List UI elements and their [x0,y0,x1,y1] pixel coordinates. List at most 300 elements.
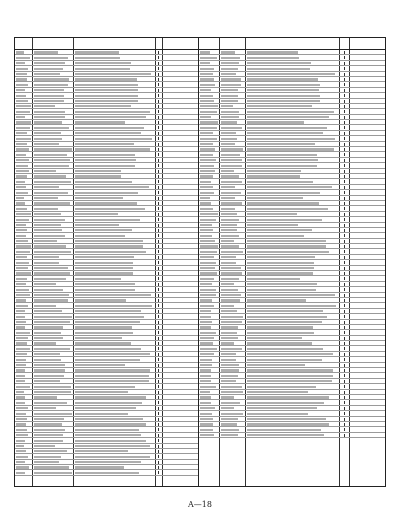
print-texture [247,283,317,285]
print-texture [16,316,25,318]
column-tick [158,143,159,146]
print-texture [16,159,29,161]
print-texture [34,413,72,415]
print-texture [200,342,213,344]
column-tick [158,148,159,151]
column-tick [344,245,345,248]
print-texture [247,402,324,404]
print-texture [221,321,242,323]
column-tick [344,240,345,243]
print-texture [16,294,30,296]
print-texture [247,386,316,388]
print-texture [247,213,297,215]
print-texture [247,235,304,237]
print-texture [75,100,138,102]
print-texture [247,413,308,415]
print-texture [75,391,128,393]
print-texture [34,450,67,452]
column-tick [344,175,345,178]
print-texture [34,283,56,285]
print-texture [221,165,242,167]
column-tick [158,78,159,81]
print-texture [221,289,238,291]
print-texture [200,429,213,431]
print-texture [200,197,210,199]
print-texture [75,245,143,247]
print-texture [200,251,217,253]
print-texture [221,407,234,409]
print-texture [75,380,149,382]
column-tick [344,283,345,286]
print-texture [16,326,25,328]
print-texture [34,423,62,425]
print-texture [221,429,239,431]
print-texture [221,181,242,183]
print-texture [16,235,26,237]
print-texture [16,78,27,80]
print-texture [16,278,27,280]
print-texture [34,310,62,312]
parts-table-right [198,37,386,487]
print-texture [34,95,64,97]
column-tick [158,364,159,367]
print-texture [200,89,211,91]
print-texture [221,127,242,129]
column-tick [344,83,345,86]
print-texture [221,95,238,97]
print-texture [75,181,132,183]
column-tick [158,412,159,415]
column-tick [344,234,345,237]
print-texture [16,472,25,474]
print-texture [247,84,320,86]
print-texture [200,369,211,371]
column-tick [158,159,159,162]
print-texture [221,111,239,113]
print-texture [247,116,329,118]
print-texture [75,143,134,145]
print-texture [200,283,212,285]
print-texture [247,353,333,355]
print-texture [34,272,70,274]
column-tick [158,369,159,372]
column-tick [158,218,159,221]
print-texture [75,429,139,431]
print-texture [16,175,27,177]
print-texture [34,219,65,221]
column-tick [158,471,159,474]
print-texture [16,111,30,113]
print-texture [247,181,313,183]
print-texture [221,272,242,274]
print-texture [16,132,27,134]
print-texture [221,57,240,59]
print-texture [75,353,150,355]
print-texture [16,396,25,398]
column-tick [158,105,159,108]
print-texture [200,100,214,102]
column-tick [344,137,345,140]
print-texture [247,148,334,150]
print-texture [16,450,26,452]
print-texture [200,294,216,296]
print-texture [75,445,150,447]
print-texture [75,369,150,371]
print-texture [200,353,214,355]
print-texture [16,305,28,307]
print-texture [221,391,243,393]
print-texture [34,89,64,91]
column-tick [344,261,345,264]
print-texture [221,310,237,312]
print-texture [75,289,135,291]
column-tick [158,116,159,119]
print-texture [75,111,150,113]
column-tick [158,164,159,167]
print-texture [247,434,324,436]
print-texture [247,175,300,177]
column-tick [158,461,159,464]
print-texture [221,224,237,226]
column-tick [344,51,345,54]
print-texture [34,289,63,291]
print-texture [34,445,55,447]
print-texture [247,57,299,59]
print-texture [200,235,212,237]
print-texture [247,51,298,53]
column-tick [158,121,159,124]
print-texture [221,316,243,318]
column-tick [344,191,345,194]
column-tick [344,423,345,426]
column-tick [158,137,159,140]
print-texture [16,68,28,70]
column-tick [158,445,159,448]
column-tick [344,159,345,162]
print-texture [75,213,118,215]
print-texture [34,127,69,129]
print-texture [75,235,125,237]
print-texture [16,127,30,129]
print-texture [34,121,62,123]
print-texture [16,57,30,59]
print-texture [200,332,216,334]
print-texture [34,202,70,204]
print-texture [200,116,211,118]
column-tick [344,153,345,156]
table-row [199,433,385,438]
table-header [15,38,199,50]
print-texture [221,148,243,150]
print-texture [247,391,308,393]
print-texture [34,466,69,468]
column-tick [158,283,159,286]
print-texture [221,353,236,355]
print-texture [247,208,328,210]
print-texture [34,380,60,382]
print-texture [16,84,28,86]
column-tick [344,132,345,135]
print-texture [34,418,64,420]
column-tick [344,197,345,200]
print-texture [221,78,241,80]
print-texture [247,289,316,291]
column-tick [158,423,159,426]
column-tick [344,105,345,108]
column-tick [344,89,345,92]
column-tick [158,396,159,399]
column-tick [158,385,159,388]
print-texture [34,256,59,258]
print-texture [247,262,314,264]
column-tick [344,143,345,146]
print-texture [221,342,234,344]
print-texture [221,305,234,307]
print-texture [16,332,30,334]
print-texture [247,62,311,64]
print-texture [221,68,238,70]
column-tick [344,331,345,334]
print-texture [16,148,29,150]
print-texture [200,267,215,269]
print-texture [16,116,25,118]
print-texture [247,170,301,172]
print-texture [221,380,236,382]
column-tick [344,385,345,388]
print-texture [16,100,28,102]
print-texture [200,148,215,150]
print-texture [75,84,138,86]
print-texture [221,202,242,204]
print-texture [200,402,211,404]
print-texture [221,299,240,301]
print-texture [16,154,26,156]
print-texture [75,138,152,140]
parts-table-left [14,37,199,487]
print-texture [247,396,329,398]
print-texture [221,192,241,194]
column-tick [344,342,345,345]
print-texture [247,111,334,113]
print-texture [221,251,243,253]
print-texture [221,256,236,258]
print-texture [247,127,327,129]
print-texture [221,423,237,425]
print-texture [200,305,214,307]
print-texture [75,78,137,80]
print-texture [34,100,64,102]
print-texture [221,369,239,371]
print-texture [16,413,26,415]
print-texture [34,229,62,231]
print-texture [34,429,65,431]
print-texture [200,213,218,215]
print-texture [34,396,57,398]
print-texture [34,353,60,355]
column-tick [158,374,159,377]
column-tick [158,224,159,227]
print-texture [34,316,72,318]
column-tick [344,369,345,372]
column-tick [158,56,159,59]
print-texture [34,294,69,296]
print-texture [75,472,139,474]
print-texture [247,219,322,221]
print-texture [200,229,213,231]
print-texture [16,375,25,377]
print-texture [200,278,214,280]
print-texture [200,262,216,264]
print-texture [16,386,30,388]
column-tick [344,326,345,329]
print-texture [247,159,318,161]
print-texture [247,68,310,70]
column-tick [344,218,345,221]
print-texture [221,434,238,436]
print-texture [75,440,146,442]
print-texture [16,208,27,210]
print-texture [34,143,59,145]
print-texture [221,170,234,172]
column-tick [158,213,159,216]
column-tick [158,299,159,302]
column-tick [344,353,345,356]
print-texture [200,337,214,339]
print-texture [16,186,26,188]
print-texture [200,132,213,134]
print-texture [75,219,140,221]
table-body [15,50,199,486]
print-texture [247,121,304,123]
print-texture [200,434,214,436]
print-texture [200,154,213,156]
print-texture [75,165,135,167]
print-texture [16,170,29,172]
column-tick [344,272,345,275]
print-texture [75,202,137,204]
print-texture [200,51,210,53]
print-texture [16,197,24,199]
print-texture [200,240,215,242]
print-texture [34,321,70,323]
column-tick [158,229,159,232]
column-tick [344,364,345,367]
print-texture [75,197,123,199]
column-tick [158,407,159,410]
print-texture [34,197,58,199]
print-texture [34,116,65,118]
print-texture [34,148,72,150]
print-texture [221,229,237,231]
print-texture [221,413,243,415]
print-texture [247,138,335,140]
column-tick [158,326,159,329]
print-texture [200,326,211,328]
print-texture [75,305,152,307]
print-texture [16,359,26,361]
column-tick [158,294,159,297]
column-tick [344,224,345,227]
column-tick [158,67,159,70]
column-tick [344,288,345,291]
page-number: A—18 [188,500,212,509]
column-tick [158,428,159,431]
print-texture [75,62,131,64]
print-texture [16,105,31,107]
print-texture [221,62,239,64]
column-tick [344,294,345,297]
print-texture [34,154,67,156]
column-tick [344,121,345,124]
print-texture [16,364,26,366]
column-tick [158,466,159,469]
print-texture [200,423,213,425]
print-texture [34,262,59,264]
print-texture [221,364,239,366]
print-texture [34,224,61,226]
print-texture [34,359,61,361]
column-tick [344,374,345,377]
print-texture [200,186,213,188]
print-texture [200,219,216,221]
print-texture [247,165,317,167]
print-texture [75,224,119,226]
print-texture [247,299,306,301]
print-texture [247,240,326,242]
print-texture [200,159,216,161]
print-texture [221,245,239,247]
print-texture [247,229,312,231]
print-texture [34,456,61,458]
print-texture [16,310,25,312]
print-texture [247,316,327,318]
column-tick [344,428,345,431]
print-texture [34,192,68,194]
print-texture [200,396,211,398]
print-texture [34,51,58,53]
print-texture [200,202,211,204]
column-tick [158,450,159,453]
print-texture [34,472,72,474]
print-texture [16,321,26,323]
print-texture [247,105,312,107]
print-texture [221,219,239,221]
print-texture [75,73,151,75]
print-texture [221,89,238,91]
print-texture [16,262,29,264]
print-texture [34,337,63,339]
print-texture [200,208,213,210]
print-texture [16,219,29,221]
print-texture [34,159,70,161]
print-texture [34,245,66,247]
parts-list-sheet [14,37,384,492]
column-tick [344,164,345,167]
print-texture [247,418,326,420]
column-tick [344,315,345,318]
print-texture [247,224,298,226]
print-texture [34,299,68,301]
print-texture [247,192,320,194]
print-texture [34,175,66,177]
print-texture [75,262,133,264]
print-texture [221,154,240,156]
print-texture [75,342,131,344]
column-tick [158,170,159,173]
column-tick [158,256,159,259]
column-tick [344,202,345,205]
print-texture [34,138,62,140]
